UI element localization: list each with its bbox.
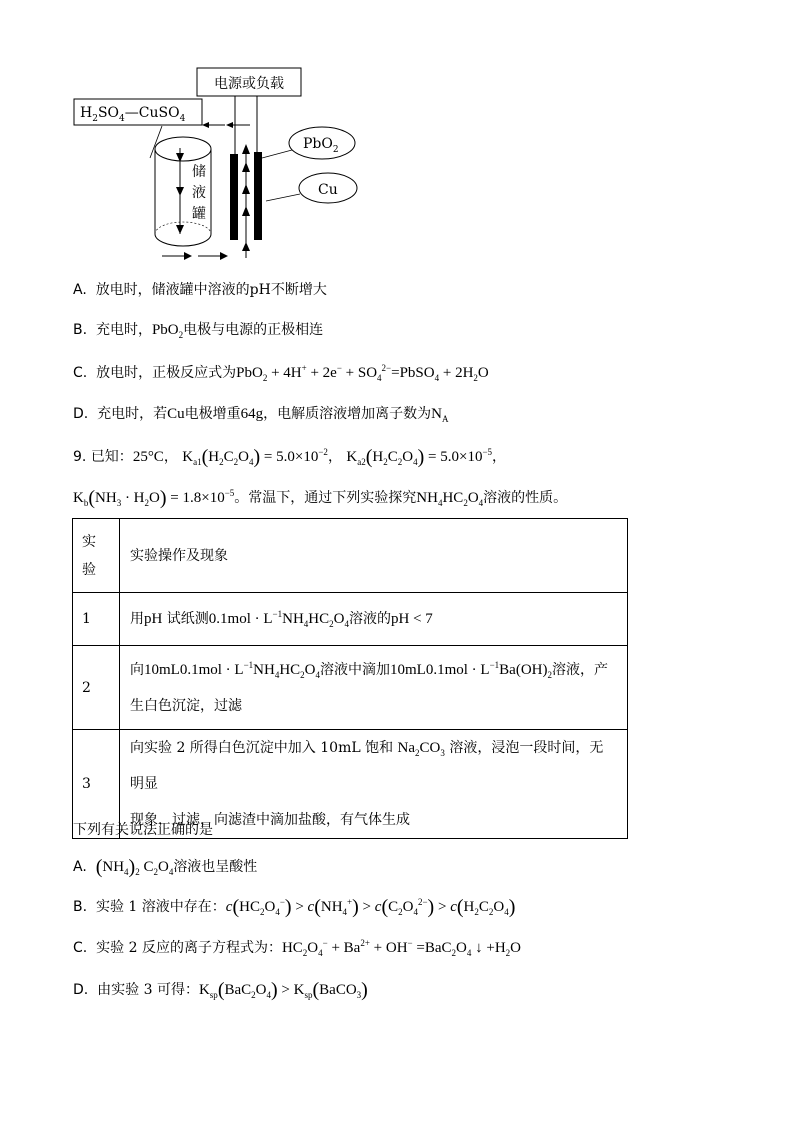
q8-option-a: A. 放电时，储液罐中溶液的pH不断增大 [73, 282, 327, 298]
electrolyte-label: $H_2SO_4—CuSO_4$ [80, 105, 186, 124]
table-header-op: 实验操作及现象 [120, 519, 628, 593]
q9-question: 下列有关说法正确的是 [73, 822, 213, 838]
table-cell-op: 向$10mL0.1mol \cdot L^{-1}NH_4HC_2O_4$溶液中滴加$10mL0.1mol \cdot L^{-1}Ba(OH)_2$溶液，产 生白色沉淀，过滤 [120, 646, 628, 730]
q8-option-d: D. 充电时，若Cu电极增重64g，电解质溶液增加离子数为$N_A$ [73, 406, 449, 424]
table-cell-op: 用pH 试纸测$0.1mol \cdot L^{-1}NH_4HC_2O_4$溶液的pH < 7 [120, 593, 628, 646]
q8-option-b: B. 充电时，PbO$_2$电极与电源的正极相连 [73, 322, 324, 340]
storage-tank [150, 126, 211, 246]
svg-text:液: 液 [192, 185, 206, 201]
flow-battery-diagram [70, 66, 370, 266]
table-header-row [73, 519, 628, 593]
electrode-pbo2 [254, 152, 262, 240]
table-row: 1 用pH 试纸测$0.1mol \cdot L^{-1}NH_4HC_2O_4$溶液的pH < 7 [73, 593, 628, 646]
q9-option-b: B. 实验 1 溶液中存在：$c(HC_2O_4^-) > c(NH_4^+) > c(C_2O_4^{2-}) > c(H_2C_2O_4)$ [73, 896, 516, 918]
electrode-cu [230, 154, 238, 240]
table-cell-op: 向实验 2 所得白色沉淀中加入 10mL 饱和 $Na_2CO_3$ 溶液，浸泡一段时间，无明显 现象，过滤，向滤渣中滴加盐酸，有气体生成 [120, 730, 628, 839]
q9-option-d: D. 由实验 3 可得：$K_{sp}(BaC_2O_4)$ > $K_{sp}(BaCO_3)$ [73, 979, 368, 1001]
cu-label: Cu [318, 182, 338, 198]
q9-stem-line2: $K_b(NH_3 \cdot H_2O) = 1.8\times 10^{-5}$。常温下，通过下列实验探究$NH_4HC_2O_4$溶液的性质。 [73, 487, 568, 509]
q9-stem-line1: 9. 已知：25°C， $K_{a1}(H_2C_2O_4) = 5.0\times 10^{-2}$， $K_{a2}(H_2C_2O_4) = 5.0\times 10^{-5}$， [73, 446, 507, 468]
pbo2-label: PbO$_2$ [303, 136, 339, 155]
table-row: 2 向$10mL0.1mol \cdot L^{-1}NH_4HC_2O_4$溶液中滴加$10mL0.1mol \cdot L^{-1}Ba(OH)_2$溶液，产 生白色沉淀，过滤 [73, 646, 628, 730]
svg-text:罐: 罐 [192, 206, 206, 222]
q9-option-c: C. 实验 2 反应的离子方程式为：$HC_2O_4^- + Ba^{2+} + OH^- =BaC_2O_4$ ↓ $+H_2O$ [73, 938, 521, 958]
q9-option-a: A. $(NH_4)_2$ $C_2O_4$溶液也呈酸性 [73, 856, 258, 878]
tank-label: 储 [192, 164, 206, 180]
equation-c: $PbO_2 + 4H^+ + 2e^- + SO_4^{2-}=PbSO_4 + 2H_2O$ [236, 363, 489, 383]
experiment-table [72, 518, 628, 839]
power-source-label: 电源或负载 [214, 76, 284, 92]
table-row: 3 向实验 2 所得白色沉淀中加入 10mL 饱和 $Na_2CO_3$ 溶液，浸泡一段时间，无明显 现象，过滤，向滤渣中滴加盐酸，有气体生成 [73, 730, 628, 839]
q8-option-c: C. 放电时，正极反应式为$PbO_2 + 4H^+ + 2e^- + SO_4^{2-}=PbSO_4 + 2H_2O$ [73, 363, 489, 383]
table-header-no: 实 验 [73, 519, 120, 593]
